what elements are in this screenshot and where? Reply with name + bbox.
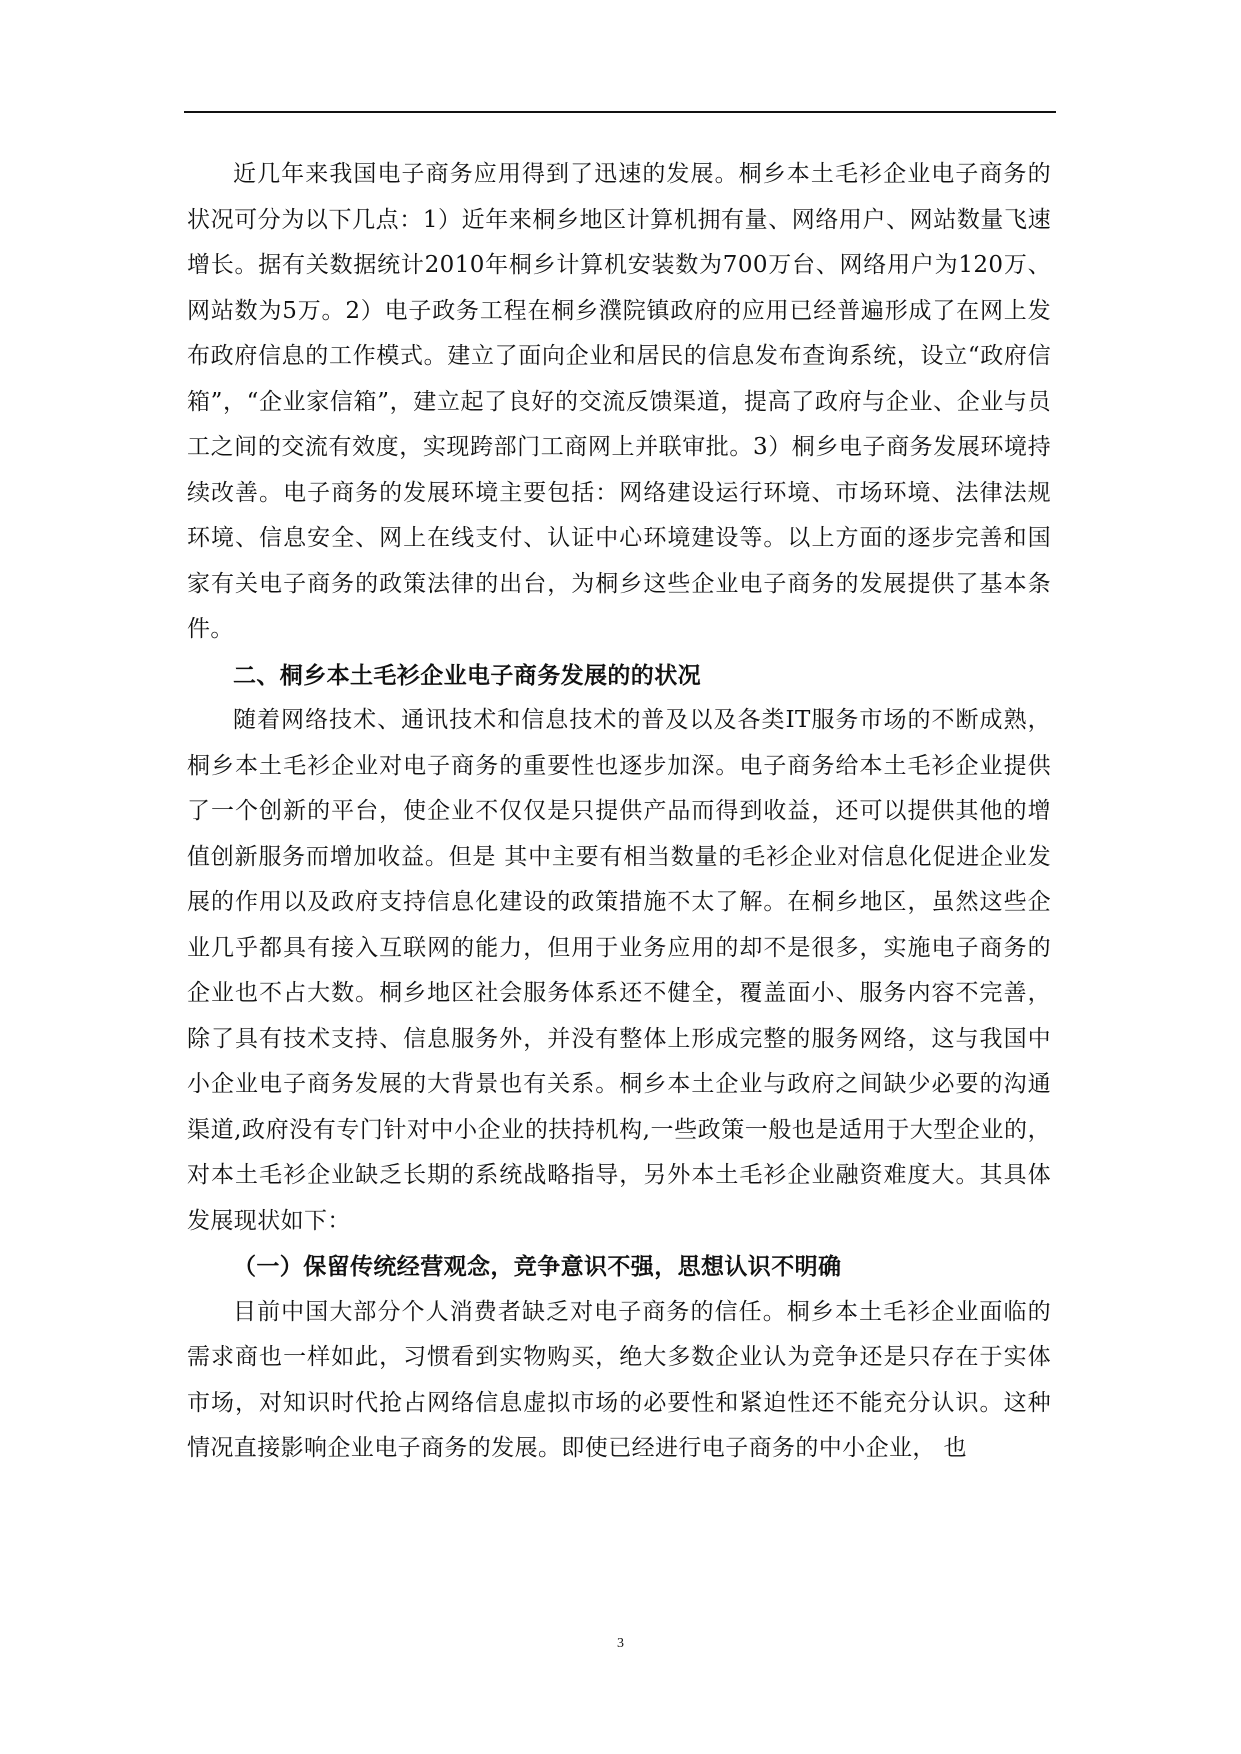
body-text (187, 152, 1051, 1472)
section-heading-2: 二、桐乡本土毛衫企业电子商务发展的的状况 (233, 661, 701, 689)
page-number: 3 (617, 1636, 624, 1651)
paragraph-ecommerce-overview: 近几年来我国电子商务应用得到了迅速的发展。桐乡本土毛衫企业电子商务的状况可分为以下几点：1）近年来桐乡地区计算机拥有量、网络用户、网站数量飞速增长。据有关数据统计2010年桐乡计算机安装数为700万台、网络用户为120万、网站数为5万。2）电子政务工程在桐乡濮院镇政府的应用已经普遍形成了在网上发布政府信息的工作模式。建立了面向企业和居民的信息发布查询系统，设立“政府信箱”，“企业家信箱”，建立起了良好的交流反馈渠道，提高了政府与企业、企业与员工之间的交流有效度，实现跨部门工商网上并联审批。3）桐乡电子商务发展环境持续改善。电子商务的发展环境主要包括：网络建设运行环境、市场环境、法律法规环境、信息安全、网上在线支付、认证中心环境建设等。以上方面的逐步完善和国家有关电子商务的政策法律的出台，为桐乡这些企业电子商务的发展提供了基本条件。 (187, 161, 1051, 642)
paragraph-traditional-concepts: 目前中国大部分个人消费者缺乏对电子商务的信任。桐乡本土毛衫企业面临的需求商也一样如此，习惯看到实物购买，绝大多数企业认为竞争还是只存在于实体市场，对知识时代抢占网络信息虚拟市场的必要性和紧迫性还不能充分认识。这种情况直接影响企业电子商务的发展。即使已经进行电子商务的中小企业， 也 (187, 1298, 1051, 1461)
subsection-heading-1: （一）保留传统经营观念，竞争意识不强，思想认识不明确 (233, 1253, 842, 1280)
header-rule (184, 111, 1056, 113)
paragraph-development-status: 随着网络技术、通讯技术和信息技术的普及以及各类IT服务市场的不断成熟，桐乡本土毛衫企业对电子商务的重要性也逐步加深。电子商务给本土毛衫企业提供了一个创新的平台，使企业不仅仅是只提供产品而得到收益，还可以提供其他的增值创新服务而增加收益。但是 其中主要有相当数量的毛衫企业对信息化促进企业发展的作用以及政府支持信息化建设的政策措施不太了解。在桐乡地区，虽然这些企业几乎都具有接入互联网的能力，但用于业务应用的却不是很多，实施电子商务的企业也不占大数。桐乡地区社会服务体系还不健全，覆盖面小、服务内容不完善，除了具有技术支持、信息服务外，并没有整体上形成完整的服务网络，这与我国中小企业电子商务发展的大背景也有关系。桐乡本土企业与政府之间缺少必要的沟通渠道,政府没有专门针对中小企业的扶持机构,一些政策一般也是适用于大型企业的，对本土毛衫企业缺乏长期的系统战略指导，另外本土毛衫企业融资难度大。其具体发展现状如下： (187, 707, 1051, 1234)
